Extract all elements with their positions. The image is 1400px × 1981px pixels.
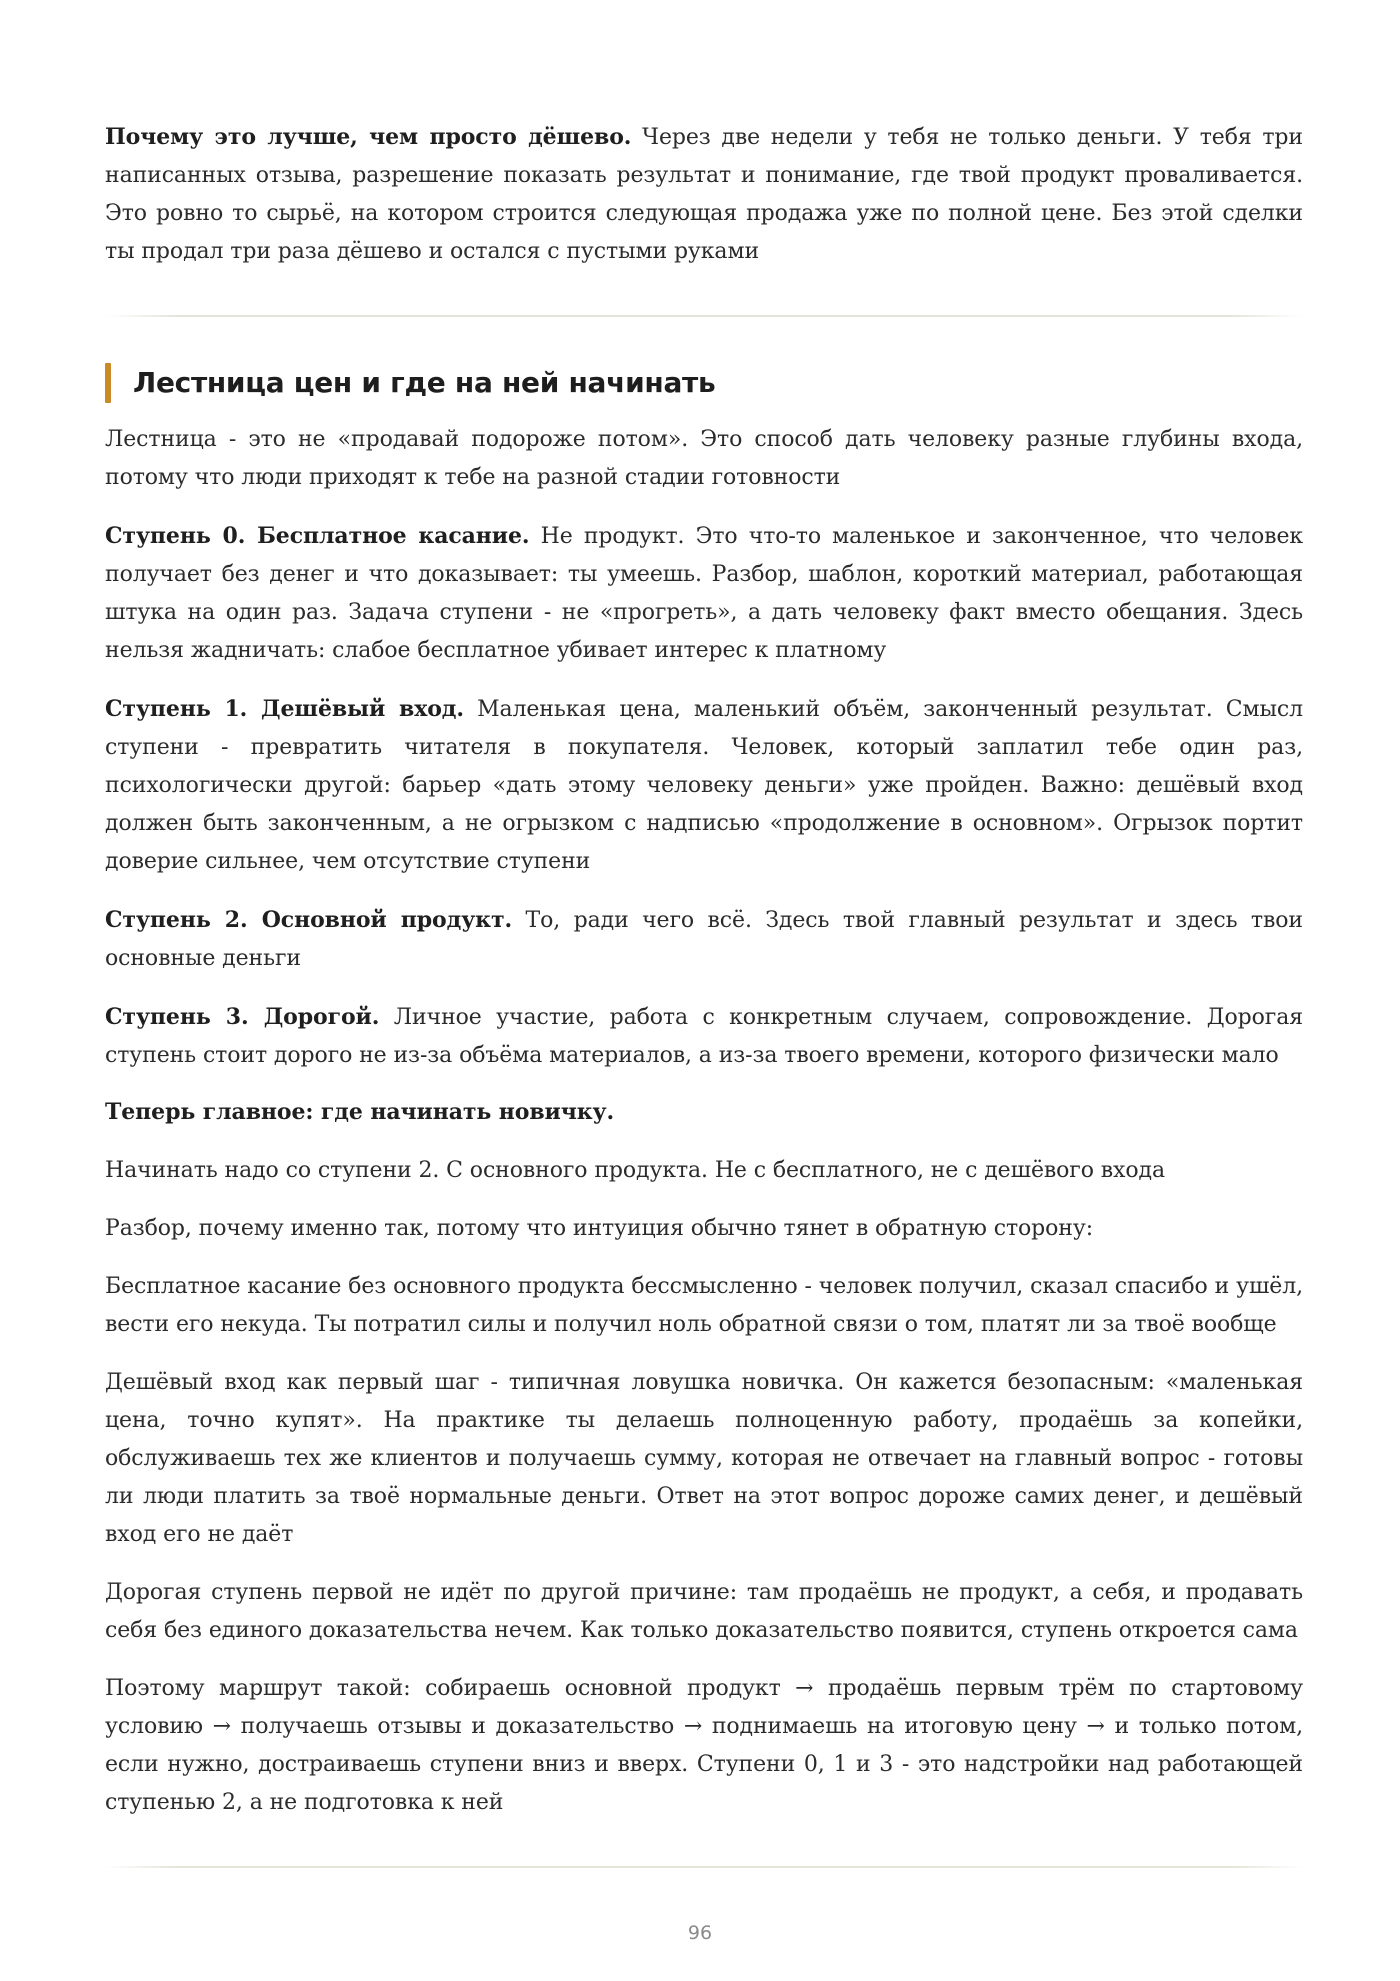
step-1-text: Маленькая цена, маленький объём, законченный результат. Смысл ступени - превратить читателя в покупателя. Человек, который заплатил тебе один раз, психологически другой: барьер «дать этому человеку деньги» уже пройден. Важно: дешёвый вход должен быть законченным, а не огрызком с надписью «продолжение в основном». Огрызок портит доверие сильнее, чем отсутствие ступени xyxy=(105,697,1303,874)
paragraph-route: Поэтому маршрут такой: собираешь основной продукт → продаёшь первым трём по стартовому условию → получаешь отзывы и доказательство → поднимаешь на итоговую цену → и только потом, если нужно, достраиваешь ступени вниз и вверх. Ступени 0, 1 и 3 - это надстройки над работающей ступенью 2, а не подготовка к ней xyxy=(105,1676,1303,1815)
step-2-text: То, ради чего всё. Здесь твой главный результат и здесь твои основные деньги xyxy=(105,908,1303,971)
step-0-paragraph xyxy=(105,517,1303,670)
step-1-lead: Ступень 1. Дешёвый вход. xyxy=(105,696,464,722)
step-0-lead: Ступень 0. Бесплатное касание. xyxy=(105,523,530,549)
paragraph-cheap: Дешёвый вход как первый шаг - типичная ловушка новичка. Он кажется безопасным: «маленькая цена, точно купят». На практике ты делаешь полноценную работу, продаёшь за копейки, обслуживаешь тех же клиентов и получаешь сумму, которая не отвечает на главный вопрос - готовы ли люди платить за твоё нормальные деньги. Ответ на этот вопрос дороже самих денег, и дешёвый вход его не даёт xyxy=(105,1370,1303,1547)
section-title: Лестница цен и где на ней начинать xyxy=(133,366,716,399)
section-divider-bottom xyxy=(105,1866,1303,1868)
step-2-paragraph xyxy=(105,901,1303,978)
step-0-text: Не продукт. Это что-то маленькое и законченное, что человек получает без денег и что доказывает: ты умеешь. Разбор, шаблон, короткий материал, работающая штука на один раз. Задача ступени - не «прогреть», а дать человеку факт вместо обещания. Здесь нельзя жадничать: слабое бесплатное убивает интерес к платному xyxy=(105,524,1304,663)
section-divider-top xyxy=(105,315,1303,317)
page-content xyxy=(105,118,1303,1868)
main-heading xyxy=(105,1093,1303,1132)
paragraph-expensive: Дорогая ступень первой не идёт по другой причине: там продаёшь не продукт, а себя, и продавать себя без единого доказательства нечем. Как только доказательство появится, ступень откроется сама xyxy=(105,1580,1303,1643)
step-3-text: Личное участие, работа с конкретным случаем, сопровождение. Дорогая ступень стоит дорого не из-за объёма материалов, а из-за твоего времени, которого физически мало xyxy=(105,1005,1303,1068)
section-intro: Лестница - это не «продавай подороже потом». Это способ дать человеку разные глубины входа, потому что люди приходят к тебе на разной стадии готовности xyxy=(105,427,1303,490)
paragraph-free: Бесплатное касание без основного продукта бессмысленно - человек получил, сказал спасибо и ушёл, вести его некуда. Ты потратил силы и получил ноль обратной связи о том, платят ли за твоё вообще xyxy=(105,1274,1303,1337)
step-2-lead: Ступень 2. Основной продукт. xyxy=(105,907,513,933)
intro-lead: Почему это лучше, чем просто дёшево. xyxy=(105,124,632,150)
section-accent-bar xyxy=(105,363,111,403)
main-heading-text: Теперь главное: где начинать новичку. xyxy=(105,1099,615,1125)
paragraph-analysis: Разбор, почему именно так, потому что интуиция обычно тянет в обратную сторону: xyxy=(105,1216,1094,1241)
page-number: 96 xyxy=(687,1922,713,1944)
step-3-paragraph xyxy=(105,998,1303,1075)
paragraph-start: Начинать надо со ступени 2. С основного продукта. Не с бесплатного, не с дешёвого входа xyxy=(105,1158,1165,1183)
intro-text: Через две недели у тебя не только деньги. У тебя три написанных отзыва, разрешение показать результат и понимание, где твой продукт проваливается. Это ровно то сырьё, на котором строится следующая продажа уже по полной цене. Без этой сделки ты продал три раза дёшево и остался с пустыми руками xyxy=(105,125,1303,264)
intro-paragraph xyxy=(105,118,1303,271)
step-1-paragraph xyxy=(105,690,1303,881)
step-3-lead: Ступень 3. Дорогой. xyxy=(105,1004,380,1030)
section-heading xyxy=(105,363,1303,403)
